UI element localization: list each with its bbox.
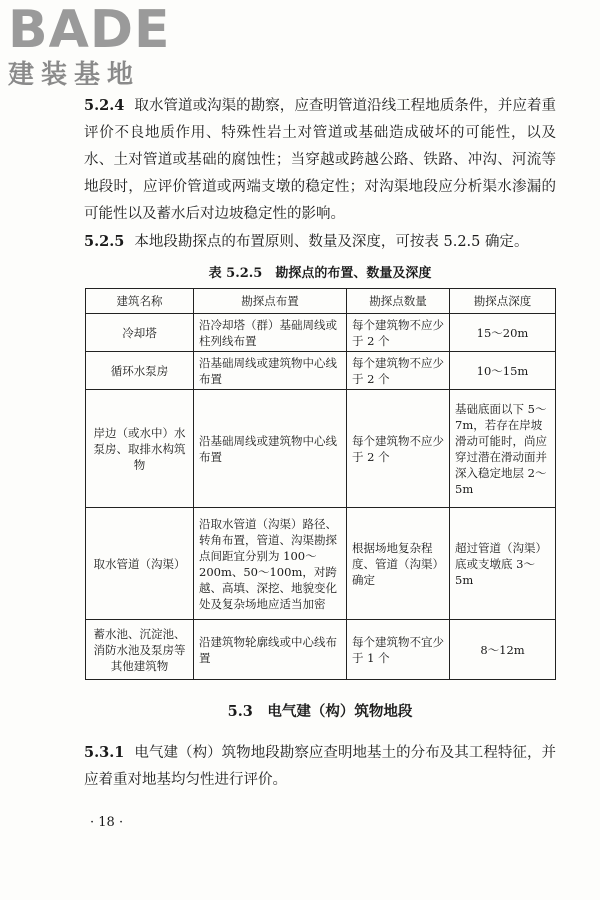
clause-5-2-4: [84, 92, 556, 228]
table-cell: 岸边（或水中）水泵房、取排水构筑物: [86, 390, 194, 508]
table-cell: 沿冷却塔（群）基础周线或柱列线布置: [194, 314, 347, 352]
clause-number: 5.2.4: [84, 97, 125, 114]
table-row: [86, 352, 556, 390]
page-number: · 18 ·: [90, 815, 124, 830]
table-cell: 蓄水池、沉淀池、消防水池及泵房等其他建筑物: [86, 620, 194, 680]
main-content: [84, 92, 556, 794]
logo: [8, 0, 178, 90]
table-header-cell: 勘探点深度: [450, 289, 556, 314]
table-cell: 每个建筑物不应少于 2 个: [347, 390, 450, 508]
table-header-cell: 建筑名称: [86, 289, 194, 314]
table-cell: 循环水泵房: [86, 352, 194, 390]
clause-text: 电气建（构）筑物地段勘察应查明地基土的分布及其工程特征，并应着重对地基均匀性进行评价。: [84, 745, 556, 788]
logo-brand: BADE: [8, 0, 171, 60]
logo-subtitle: 建装基地: [8, 60, 141, 90]
clause-text: 本地段勘探点的布置原则、数量及深度，可按表 5.2.5 确定。: [134, 234, 529, 250]
clause-number: 5.3.1: [84, 744, 125, 761]
table-header-cell: 勘探点布置: [194, 289, 347, 314]
table-header-row: [86, 289, 556, 314]
table-cell: 8～12m: [450, 620, 556, 680]
table-cell: 冷却塔: [86, 314, 194, 352]
table-cell: 10～15m: [450, 352, 556, 390]
table-cell: 每个建筑物不宜少于 1 个: [347, 620, 450, 680]
table-row: [86, 508, 556, 620]
table-cell: 沿取水管道（沟渠）路径、转角布置，管道、沟渠勘探点间距宜分别为 100～200m、50～100m，对跨越、高填、深挖、地貌变化处及复杂场地应适当加密: [194, 508, 347, 620]
table-cell: 沿建筑物轮廓线或中心线布置: [194, 620, 347, 680]
table-cell: 每个建筑物不应少于 2 个: [347, 352, 450, 390]
clause-text: 取水管道或沟渠的勘察，应查明管道沿线工程地质条件，并应着重评价不良地质作用、特殊性岩土对管道或基础造成破坏的可能性，以及水、土对管道或基础的腐蚀性；当穿越或跨越公路、铁路、冲沟、河流等地段时，应评价管道或两端支墩的稳定性；对沟渠地段应分析渠水渗漏的可能性以及蓄水后对边坡稳定性的影响。: [84, 98, 556, 222]
clause-5-3-1: [84, 739, 556, 794]
section-title: 5.3 电气建（构）筑物地段: [227, 703, 413, 720]
table-cell: 根据场地复杂程度、管道（沟渠）确定: [347, 508, 450, 620]
table-row: [86, 314, 556, 352]
table-caption: 表 5.2.5 勘探点的布置、数量及深度: [208, 266, 432, 281]
table-cell: 沿基础周线或建筑物中心线布置: [194, 352, 347, 390]
table-cell: 基础底面以下 5～7m，若存在岸坡滑动可能时，尚应穿过潜在滑动面并深入稳定地层 2～5m: [450, 390, 556, 508]
table-row: [86, 390, 556, 508]
table-cell: 沿基础周线或建筑物中心线布置: [194, 390, 347, 508]
survey-table: [85, 288, 556, 680]
table-header-cell: 勘探点数量: [347, 289, 450, 314]
table-cell: 超过管道（沟渠）底或支墩底 3～5m: [450, 508, 556, 620]
clause-5-2-5: [84, 228, 556, 256]
table-cell: 取水管道（沟渠）: [86, 508, 194, 620]
table-cell: 15～20m: [450, 314, 556, 352]
clause-number: 5.2.5: [84, 233, 125, 250]
table-cell: 每个建筑物不应少于 2 个: [347, 314, 450, 352]
table-row: [86, 620, 556, 680]
